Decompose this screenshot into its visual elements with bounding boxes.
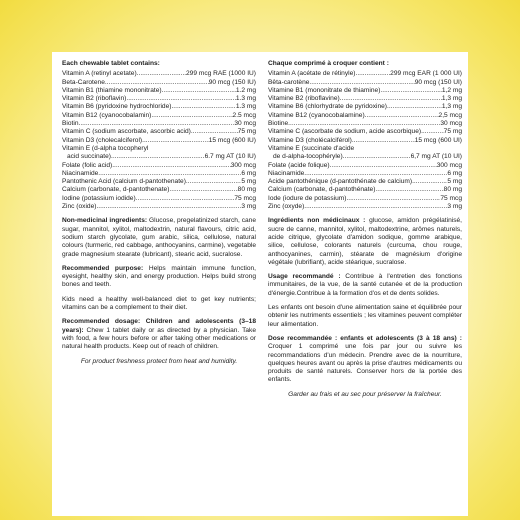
ingredient-name: Vitamine E (succinate d'acide <box>268 144 355 152</box>
ingredient-name: Vitamin B12 (cyanocobalamin) <box>62 111 152 119</box>
english-ingredient-row <box>62 87 256 95</box>
leader-dots <box>355 70 390 78</box>
french-ingredient-row <box>268 112 462 120</box>
leader-dots <box>340 95 442 103</box>
french-ingredient-row <box>268 195 462 203</box>
french-ingredient-row <box>268 186 462 194</box>
label-panel <box>52 52 468 516</box>
french-dosage-label: Dose recommandée : enfants et adolescents (3 à 18 ans) : <box>268 334 462 342</box>
ingredient-name: Zinc (oxide) <box>62 203 97 211</box>
ingredient-amount: 75 mg <box>443 128 462 136</box>
ingredient-amount: 1,2 mg <box>441 86 462 94</box>
english-kids-note: Kids need a healthy well-balanced diet to get key nutrients; vitamins can be a complement to their diet. <box>62 295 256 312</box>
leader-dots <box>375 186 443 194</box>
leader-dots <box>304 203 447 211</box>
ingredient-amount: 75 mcg <box>234 194 256 202</box>
ingredient-amount: 299 mcg RAE (1000 IU) <box>186 70 256 78</box>
english-nonmedicinal <box>62 217 256 258</box>
french-storage-note: Garder au frais et au sec pour préserver la fraîcheur. <box>288 390 442 398</box>
english-dosage-text: Chew 1 tablet daily or as directed by a physician. Take with food, a few hours before or after taking other medications or natural health products. Keep out of reach of children. <box>62 326 256 351</box>
english-ingredient-row <box>62 70 256 78</box>
ingredient-name: Iodine (potassium iodide) <box>62 194 136 202</box>
french-ingredient-row <box>268 162 462 170</box>
ingredient-amount: 300 mcg <box>436 161 462 169</box>
ingredient-amount: 5 mg <box>241 178 256 186</box>
french-ingredient-row <box>268 137 462 145</box>
ingredient-amount: 1,3 mg <box>441 103 462 111</box>
french-ingredient-row <box>268 128 462 136</box>
ingredient-name: Vitamin B6 (pyridoxine hydrochloride) <box>62 103 172 111</box>
french-purpose <box>268 273 462 298</box>
leader-dots <box>365 112 439 120</box>
leader-dots <box>309 79 414 87</box>
french-purpose-text: Contribue à l'entretien des fonctions immunitaires, de la vue, de la santé cutanée et de la production d'énergie.Contribue à la formation d'os et de dents solides. <box>268 273 462 297</box>
ingredient-name: Calcium (carbonate, d-pantothénate) <box>268 186 376 194</box>
ingredient-name: Vitamine B2 (riboflavine) <box>268 95 340 103</box>
english-nonmedicinal-label: Non-medicinal ingredients: <box>62 217 148 225</box>
french-ingredient-row <box>268 170 462 178</box>
leader-dots <box>162 87 236 95</box>
ingredient-name: acid succinate) <box>67 153 111 161</box>
french-title: Chaque comprimé à croquer contient : <box>268 60 389 67</box>
english-ingredient-row <box>62 137 256 145</box>
french-dosage <box>268 335 462 385</box>
english-ingredient-row <box>62 128 256 136</box>
ingredient-name: Zinc (oxyde) <box>268 203 305 211</box>
ingredient-amount: 15 mcg (600 UI) <box>414 136 462 144</box>
french-ingredient-row <box>268 203 462 211</box>
leader-dots <box>343 153 411 161</box>
french-ingredient-row <box>268 70 462 78</box>
ingredient-name: Acide pantothénique (d-pantothénate de calcium) <box>268 178 413 186</box>
ingredient-name: Vitamin A (acétate de rétinyle) <box>268 70 356 78</box>
french-nonmedicinal-label: Ingrédients non médicinaux : <box>268 217 366 225</box>
ingredient-amount: 15 mcg (600 IU) <box>208 136 256 144</box>
french-ingredient-row <box>268 79 462 87</box>
ingredient-name: Vitamin D3 (cholecalciferol) <box>62 136 143 144</box>
ingredient-amount: 300 mcg <box>230 161 256 169</box>
leader-dots <box>352 137 415 145</box>
english-ingredient-row <box>62 195 256 203</box>
ingredient-name: Vitamin C (sodium ascorbate, ascorbic acid) <box>62 128 191 136</box>
ingredient-amount: 90 mcg (150 UI) <box>414 78 462 86</box>
french-ingredient-list <box>268 70 462 211</box>
french-nonmedicinal-text: glucose, amidon prégélatinisé, sucre de canne, mannitol, xylitol, maltodextrine, arômes naturels, acide citrique, glycolate d'amidon sodique, gomme arabique, silice, cellulose, colorants naturels (curcuma, chou rouge, anthocyanines, carmin), stéarate de magnésium d'origine végétale (lubrifiant), acide stéarique, sucralose. <box>268 217 462 266</box>
ingredient-name: de d-alpha-tocophéryle) <box>273 153 343 161</box>
leader-dots <box>421 128 444 136</box>
ingredient-amount: 3 mg <box>241 203 256 211</box>
ingredient-amount: 30 mcg <box>440 120 462 128</box>
french-ingredient-row <box>268 120 462 128</box>
ingredient-name: Biotine <box>268 120 289 128</box>
english-ingredient-row <box>62 203 256 211</box>
french-column <box>268 60 462 399</box>
french-ingredient-row <box>268 145 462 153</box>
french-ingredient-row <box>268 153 462 161</box>
ingredient-name: Vitamine D3 (cholécalciférol) <box>268 136 352 144</box>
english-ingredient-row <box>62 170 256 178</box>
english-ingredient-row <box>62 95 256 103</box>
ingredient-amount: 80 mg <box>443 186 462 194</box>
ingredient-name: Vitamine B12 (cyanocobalamine) <box>268 111 365 119</box>
english-title: Each chewable tablet contains: <box>62 60 160 67</box>
english-ingredient-row <box>62 178 256 186</box>
ingredient-amount: 6 mg <box>447 169 462 177</box>
leader-dots <box>346 195 440 203</box>
ingredient-name: Calcium (carbonate, d-pantothenate) <box>62 186 170 194</box>
english-storage-note: For product freshness protect from heat and humidity. <box>80 357 238 365</box>
leader-dots <box>96 203 241 211</box>
ingredient-amount: 90 mcg (150 IU) <box>208 78 256 86</box>
french-purpose-label: Usage recommandé : <box>268 273 341 281</box>
french-ingredient-row <box>268 87 462 95</box>
french-ingredient-row <box>268 95 462 103</box>
ingredient-name: Vitamine B6 (chlorhydrate de pyridoxine) <box>268 103 387 111</box>
leader-dots <box>112 162 230 170</box>
leader-dots <box>136 195 235 203</box>
ingredient-amount: 2,5 mcg <box>438 111 462 119</box>
ingredient-amount: 75 mcg <box>440 194 462 202</box>
ingredient-name: Vitamin E (d-alpha tocopheryl <box>62 144 149 152</box>
english-nonmedicinal-text: Glucose, pregelatinized starch, cane sugar, mannitol, xylitol, maltodextrin, natural flavours, citric acid, sodium starch glycolate, gum arabic, silica, cellulose, natural colours (turmeric, red cabbage, anthocyanins, carmine), vegetable grade magnesium stearate (lubricant), stearic acid, sucralose. <box>62 217 257 258</box>
leader-dots <box>330 162 437 170</box>
english-ingredient-row <box>62 162 256 170</box>
leader-dots <box>79 120 235 128</box>
ingredient-amount: 5 mg <box>447 178 462 186</box>
leader-dots <box>137 70 186 78</box>
english-ingredient-row <box>62 79 256 87</box>
leader-dots <box>126 95 235 103</box>
ingredient-name: Pantothenic Acid (calcium d-pantothenate) <box>62 178 186 186</box>
french-dosage-text: Croquer 1 comprimé une fois par jour ou suivre les recommandations d'un médecin. Prendre avec de la nourriture, quelques heures avant ou après la prise d'autres médicaments ou produits de santé naturels. Conserver hors de la portée des enfants. <box>268 343 462 384</box>
ingredient-amount: 1.3 mg <box>235 103 256 111</box>
leader-dots <box>387 103 442 111</box>
english-dosage <box>62 318 256 351</box>
leader-dots <box>412 178 447 186</box>
leader-dots <box>111 153 205 161</box>
ingredient-name: Vitamin A (retinyl acetate) <box>62 70 137 78</box>
leader-dots <box>142 137 209 145</box>
ingredient-amount: 3 mg <box>447 203 462 211</box>
leader-dots <box>186 178 241 186</box>
leader-dots <box>288 120 440 128</box>
french-kids-note: Les enfants ont besoin d'une alimentation saine et équilibrée pour obtenir les nutriments essentiels ; les vitamines peuvent compléter leur alimentation. <box>268 304 462 328</box>
french-ingredient-row <box>268 103 462 111</box>
leader-dots <box>191 128 238 136</box>
leader-dots <box>169 186 237 194</box>
english-ingredient-row <box>62 112 256 120</box>
ingredient-amount: 2.5 mcg <box>232 111 256 119</box>
english-dosage-label: Recommended dosage: Children and adolescents (3–18 years): <box>62 318 256 334</box>
english-column <box>62 60 256 366</box>
ingredient-name: Bêta-carotène <box>268 78 310 86</box>
ingredient-name: Vitamine C (ascorbate de sodium, acide ascorbique) <box>268 128 422 136</box>
ingredient-amount: 80 mg <box>237 186 256 194</box>
leader-dots <box>151 112 232 120</box>
english-ingredient-row <box>62 120 256 128</box>
ingredient-name: Iode (iodure de potassium) <box>268 194 347 202</box>
ingredient-name: Vitamin B2 (riboflavin) <box>62 95 127 103</box>
ingredient-name: Vitamine B1 (mononitrate de thiamine) <box>268 86 381 94</box>
ingredient-amount: 1.2 mg <box>235 86 256 94</box>
english-ingredient-list <box>62 70 256 211</box>
english-ingredient-row <box>62 145 256 153</box>
ingredient-name: Folate (acide folique) <box>268 161 330 169</box>
ingredient-name: Niacinamide <box>62 169 99 177</box>
english-ingredient-row <box>62 103 256 111</box>
english-ingredient-row <box>62 186 256 194</box>
english-purpose-text: Helps maintain immune function, eyesight, healthy skin, and energy production. Helps build strong bones and teeth. <box>62 264 256 289</box>
english-purpose-label: Recommended purpose: <box>62 264 144 272</box>
ingredient-name: Folate (folic acid) <box>62 161 113 169</box>
leader-dots <box>380 87 441 95</box>
ingredient-amount: 75 mg <box>237 128 256 136</box>
french-nonmedicinal <box>268 217 462 267</box>
leader-dots <box>171 103 235 111</box>
ingredient-name: Biotin <box>62 120 79 128</box>
leader-dots <box>98 170 241 178</box>
ingredient-amount: 299 mcg EAR (1 000 UI) <box>390 70 462 78</box>
ingredient-amount: 6 mg <box>241 169 256 177</box>
ingredient-name: Beta-Carotene <box>62 78 105 86</box>
ingredient-amount: 1.3 mg <box>235 95 256 103</box>
leader-dots <box>304 170 447 178</box>
french-ingredient-row <box>268 178 462 186</box>
english-ingredient-row <box>62 153 256 161</box>
ingredient-amount: 6,7 mg AT (10 UI) <box>410 153 462 161</box>
ingredient-amount: 1,3 mg <box>441 95 462 103</box>
english-purpose <box>62 265 256 290</box>
ingredient-name: Niacinamide <box>268 169 305 177</box>
ingredient-name: Vitamin B1 (thiamine mononitrate) <box>62 86 162 94</box>
leader-dots <box>105 79 209 87</box>
ingredient-amount: 6.7 mg AT (10 IU) <box>204 153 256 161</box>
ingredient-amount: 30 mcg <box>234 120 256 128</box>
